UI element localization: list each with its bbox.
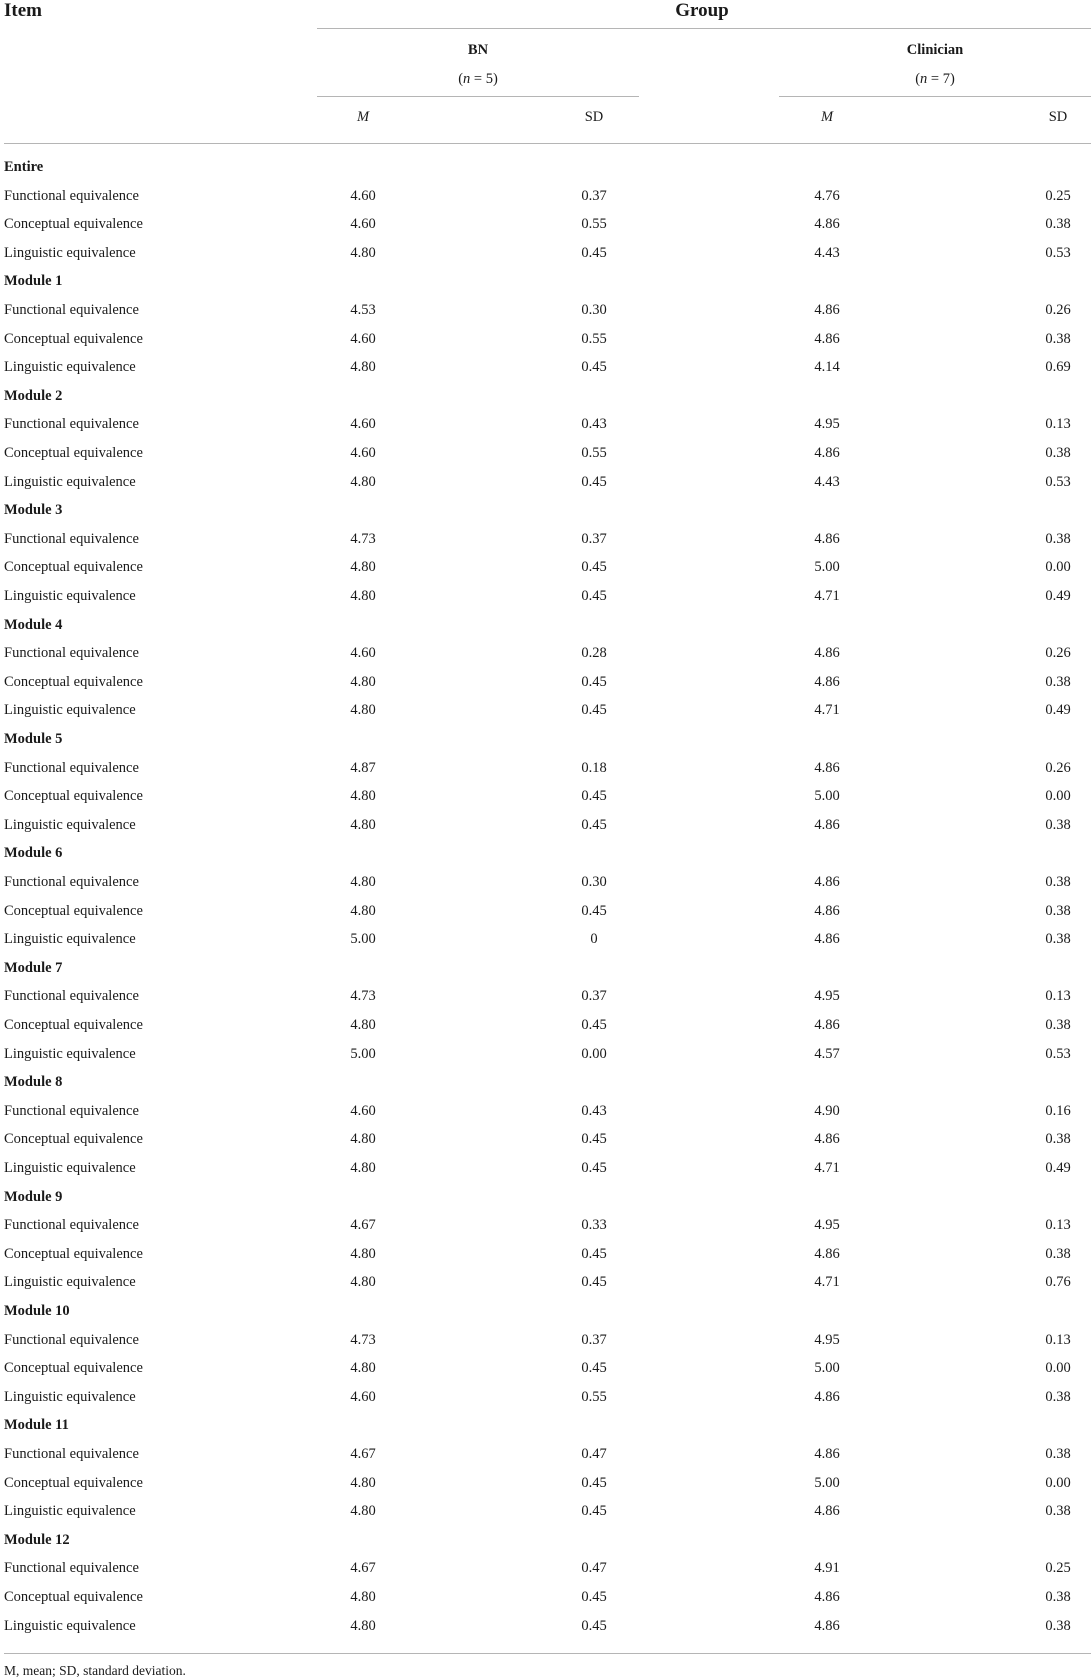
clinician-sd-cell: 0.26 <box>1045 759 1071 776</box>
bn-mean-cell: 4.80 <box>350 1589 376 1605</box>
item-label: Functional equivalence <box>4 1102 139 1119</box>
bn-sd-cell: 0.43 <box>581 1102 607 1119</box>
bn-mean-cell: 4.80 <box>350 359 376 376</box>
clinician-sd-cell: 0.38 <box>1045 1617 1071 1634</box>
bn-mean-cell: 4.73 <box>350 1331 376 1348</box>
clinician-sd-cell: 0.00 <box>1045 559 1071 576</box>
clinician-sd-cell: 0.26 <box>1045 302 1071 318</box>
table-row <box>0 1388 1091 1417</box>
bn-sd-cell: 0.45 <box>581 1274 607 1291</box>
clinician-sd-cell: 0.38 <box>1045 216 1071 233</box>
item-label: Linguistic equivalence <box>4 473 136 490</box>
table-row <box>0 530 1091 559</box>
bn-mean-cell: 4.80 <box>350 588 376 604</box>
item-column-header: Item <box>4 0 42 21</box>
bn-mean-cell: 4.80 <box>350 673 376 690</box>
clinician-sd-cell: 0.13 <box>1045 988 1071 1005</box>
bn-mean-cell: 4.73 <box>350 988 376 1005</box>
bn-sd-cell: 0.55 <box>581 1388 607 1405</box>
bn-mean-cell: 4.80 <box>350 1474 376 1491</box>
clinician-mean-cell: 4.86 <box>814 1617 840 1634</box>
table-row <box>0 1331 1091 1360</box>
item-label: Conceptual equivalence <box>4 902 143 919</box>
item-label: Linguistic equivalence <box>4 1045 136 1062</box>
table-row <box>0 816 1091 845</box>
clinician-mean-cell: 4.86 <box>814 902 840 919</box>
bn-sd-cell: 0.30 <box>581 874 607 890</box>
table-row <box>0 1359 1091 1388</box>
section-label: Module 6 <box>4 845 63 862</box>
bn-mean-cell: 4.80 <box>350 874 376 890</box>
bn-mean-cell: 4.67 <box>350 1217 376 1234</box>
bn-sd-cell: 0.55 <box>581 330 607 347</box>
group-column-header: Group <box>675 0 729 21</box>
bn-sd-cell: 0.47 <box>581 1560 607 1577</box>
bn-mean-cell: 4.60 <box>350 1102 376 1119</box>
table-row <box>0 444 1091 473</box>
bn-mean-cell: 4.80 <box>350 1503 376 1520</box>
bn-mean-cell: 4.60 <box>350 445 376 461</box>
bn-sd-cell: 0.45 <box>581 1589 607 1605</box>
clinician-mean-cell: 4.86 <box>814 1503 840 1520</box>
table-row <box>0 987 1091 1016</box>
section-label: Module 9 <box>4 1188 63 1205</box>
clinician-mean-cell: 4.71 <box>814 588 840 604</box>
clinician-mean-cell: 4.86 <box>814 816 840 833</box>
bn-sd-cell: 0.33 <box>581 1217 607 1234</box>
table-row <box>0 1273 1091 1302</box>
clinician-sd-cell: 0.38 <box>1045 902 1071 919</box>
table-row <box>0 215 1091 244</box>
section-row <box>0 1188 1091 1217</box>
clinician-sd-cell: 0.38 <box>1045 330 1071 347</box>
table-row <box>0 930 1091 959</box>
section-label: Module 7 <box>4 959 63 976</box>
clinician-sd-cell: 0.69 <box>1045 359 1071 376</box>
item-label: Linguistic equivalence <box>4 931 136 948</box>
item-label: Conceptual equivalence <box>4 788 143 805</box>
clinician-sd-cell: 0.49 <box>1045 588 1071 604</box>
table-row <box>0 644 1091 673</box>
clinician-mean-cell: 4.86 <box>814 1388 840 1405</box>
clinician-subheader-divider <box>779 96 1091 97</box>
item-label: Functional equivalence <box>4 416 139 433</box>
table-row <box>0 1617 1091 1646</box>
bn-mean-cell: 5.00 <box>350 931 376 948</box>
bn-sd-cell: 0.45 <box>581 673 607 690</box>
table-row <box>0 558 1091 587</box>
bn-mean-cell: 4.80 <box>350 559 376 576</box>
table-row <box>0 787 1091 816</box>
item-label: Linguistic equivalence <box>4 244 136 261</box>
table-row <box>0 587 1091 616</box>
bn-mean-cell: 4.67 <box>350 1446 376 1462</box>
clinician-mean-cell: 4.71 <box>814 1274 840 1291</box>
item-label: Conceptual equivalence <box>4 1131 143 1148</box>
item-label: Linguistic equivalence <box>4 702 136 719</box>
clinician-mean-cell: 4.86 <box>814 1131 840 1148</box>
clinician-mean-cell: 5.00 <box>814 559 840 576</box>
clinician-mean-cell: 4.71 <box>814 1160 840 1176</box>
table-row <box>0 1445 1091 1474</box>
section-row <box>0 844 1091 873</box>
table-row <box>0 759 1091 788</box>
clinician-mean-cell: 4.86 <box>814 330 840 347</box>
item-label: Functional equivalence <box>4 1446 139 1462</box>
bn-sd-cell: 0.43 <box>581 416 607 433</box>
bn-sd-cell: 0.37 <box>581 187 607 204</box>
table-row <box>0 1102 1091 1131</box>
bn-sd-cell: 0.45 <box>581 473 607 490</box>
bn-sd-header: SD <box>584 109 604 125</box>
bn-mean-cell: 4.80 <box>350 902 376 919</box>
item-label: Linguistic equivalence <box>4 1617 136 1634</box>
bn-sd-cell: 0.00 <box>581 1045 607 1062</box>
table-row <box>0 330 1091 359</box>
bn-sd-cell: 0.45 <box>581 702 607 719</box>
clinician-sd-cell: 0.53 <box>1045 473 1071 490</box>
table-row <box>0 673 1091 702</box>
clinician-sd-cell: 0.26 <box>1045 645 1071 662</box>
item-label: Functional equivalence <box>4 874 139 890</box>
table-row <box>0 301 1091 330</box>
item-label: Functional equivalence <box>4 988 139 1005</box>
clinician-mean-cell: 4.86 <box>814 874 840 890</box>
item-label: Linguistic equivalence <box>4 359 136 376</box>
group-divider <box>317 28 1091 29</box>
bn-mean-cell: 4.60 <box>350 645 376 662</box>
section-row <box>0 1302 1091 1331</box>
table-row <box>0 473 1091 502</box>
section-label: Module 12 <box>4 1531 70 1548</box>
section-label: Module 1 <box>4 273 63 290</box>
bn-mean-cell: 4.87 <box>350 759 376 776</box>
bn-sd-cell: 0.45 <box>581 788 607 805</box>
bn-sd-cell: 0.18 <box>581 759 607 776</box>
clinician-mean-cell: 4.90 <box>814 1102 840 1119</box>
section-label: Module 2 <box>4 387 63 404</box>
item-label: Conceptual equivalence <box>4 1474 143 1491</box>
item-label: Conceptual equivalence <box>4 1360 143 1377</box>
bn-sd-cell: 0.37 <box>581 530 607 547</box>
clinician-sd-cell: 0.53 <box>1045 244 1071 261</box>
table-row <box>0 1502 1091 1531</box>
clinician-sd-cell: 0.38 <box>1045 1446 1071 1462</box>
item-label: Conceptual equivalence <box>4 559 143 576</box>
section-row <box>0 730 1091 759</box>
clinician-sd-cell: 0.38 <box>1045 445 1071 461</box>
bn-mean-cell: 4.67 <box>350 1560 376 1577</box>
bn-mean-cell: 5.00 <box>350 1045 376 1062</box>
header-bottom-rule <box>4 143 1091 144</box>
clinician-sd-cell: 0.38 <box>1045 1503 1071 1520</box>
table-row <box>0 1216 1091 1245</box>
item-label: Functional equivalence <box>4 759 139 776</box>
section-label: Module 10 <box>4 1303 70 1319</box>
clinician-mean-cell: 4.86 <box>814 1017 840 1033</box>
bn-mean-cell: 4.80 <box>350 1160 376 1176</box>
section-label: Module 11 <box>4 1417 69 1434</box>
clinician-sd-cell: 0.38 <box>1045 874 1071 890</box>
item-label: Functional equivalence <box>4 302 139 318</box>
item-label: Conceptual equivalence <box>4 1589 143 1605</box>
item-label: Functional equivalence <box>4 1217 139 1234</box>
item-label: Functional equivalence <box>4 1331 139 1348</box>
clinician-mean-cell: 4.95 <box>814 416 840 433</box>
clinician-sd-cell: 0.38 <box>1045 673 1071 690</box>
section-label: Module 5 <box>4 731 63 747</box>
clinician-mean-cell: 4.95 <box>814 1217 840 1234</box>
bn-mean-cell: 4.60 <box>350 216 376 233</box>
table-row <box>0 1159 1091 1188</box>
section-row <box>0 387 1091 416</box>
clinician-sd-cell: 0.38 <box>1045 1245 1071 1262</box>
clinician-mean-cell: 4.86 <box>814 302 840 318</box>
bn-mean-cell: 4.80 <box>350 1131 376 1148</box>
clinician-sd-cell: 0.38 <box>1045 816 1071 833</box>
bn-sd-cell: 0.55 <box>581 216 607 233</box>
clinician-mean-cell: 4.86 <box>814 759 840 776</box>
item-label: Conceptual equivalence <box>4 445 143 461</box>
bn-sd-cell: 0.45 <box>581 1017 607 1033</box>
section-row <box>0 616 1091 645</box>
table-row <box>0 187 1091 216</box>
bn-sd-cell: 0.45 <box>581 1360 607 1377</box>
clinician-sd-cell: 0.13 <box>1045 1331 1071 1348</box>
bn-mean-cell: 4.80 <box>350 1017 376 1033</box>
clinician-sd-cell: 0.38 <box>1045 931 1071 948</box>
clinician-mean-cell: 5.00 <box>814 788 840 805</box>
group-clinician-name: Clinician <box>906 42 964 58</box>
bn-mean-cell: 4.73 <box>350 530 376 547</box>
clinician-sd-cell: 0.00 <box>1045 788 1071 805</box>
table-row <box>0 1474 1091 1503</box>
group-bn-n: (n = 5) <box>458 71 498 87</box>
clinician-sd-cell: 0.13 <box>1045 1217 1071 1234</box>
table-row <box>0 415 1091 444</box>
clinician-sd-cell: 0.76 <box>1045 1274 1071 1291</box>
item-label: Linguistic equivalence <box>4 816 136 833</box>
bn-subheader-divider <box>317 96 639 97</box>
bn-sd-cell: 0.47 <box>581 1446 607 1462</box>
bn-sd-cell: 0.45 <box>581 1617 607 1634</box>
table-row <box>0 1559 1091 1588</box>
clinician-sd-cell: 0.49 <box>1045 702 1071 719</box>
bn-mean-cell: 4.60 <box>350 416 376 433</box>
table-footnote: M, mean; SD, standard deviation. <box>4 1663 186 1678</box>
bn-sd-cell: 0 <box>590 931 598 948</box>
clinician-mean-cell: 4.86 <box>814 530 840 547</box>
clinician-mean-header: M <box>820 109 834 125</box>
clinician-mean-cell: 4.14 <box>814 359 840 376</box>
bn-mean-cell: 4.53 <box>350 302 376 318</box>
clinician-sd-header: SD <box>1048 109 1068 125</box>
item-label: Linguistic equivalence <box>4 588 136 604</box>
clinician-sd-cell: 0.00 <box>1045 1474 1071 1491</box>
clinician-mean-cell: 4.43 <box>814 244 840 261</box>
section-row <box>0 501 1091 530</box>
clinician-mean-cell: 4.95 <box>814 988 840 1005</box>
bn-mean-cell: 4.80 <box>350 816 376 833</box>
bn-sd-cell: 0.45 <box>581 359 607 376</box>
bn-mean-cell: 4.80 <box>350 1245 376 1262</box>
item-label: Functional equivalence <box>4 1560 139 1577</box>
table-row <box>0 701 1091 730</box>
group-clinician-n: (n = 7) <box>915 71 955 87</box>
clinician-sd-cell: 0.53 <box>1045 1045 1071 1062</box>
clinician-sd-cell: 0.38 <box>1045 1388 1071 1405</box>
item-label: Functional equivalence <box>4 187 139 204</box>
bn-mean-cell: 4.60 <box>350 330 376 347</box>
bn-sd-cell: 0.45 <box>581 1503 607 1520</box>
bn-sd-cell: 0.45 <box>581 559 607 576</box>
clinician-mean-cell: 4.43 <box>814 473 840 490</box>
bn-sd-cell: 0.45 <box>581 816 607 833</box>
bn-mean-cell: 4.80 <box>350 1617 376 1634</box>
item-label: Conceptual equivalence <box>4 1245 143 1262</box>
clinician-mean-cell: 4.86 <box>814 1245 840 1262</box>
clinician-mean-cell: 4.57 <box>814 1045 840 1062</box>
item-label: Linguistic equivalence <box>4 1160 136 1176</box>
clinician-sd-cell: 0.38 <box>1045 1017 1071 1033</box>
table-row <box>0 1245 1091 1274</box>
bn-sd-cell: 0.30 <box>581 302 607 318</box>
item-label: Conceptual equivalence <box>4 673 143 690</box>
bn-mean-cell: 4.80 <box>350 244 376 261</box>
bn-sd-cell: 0.45 <box>581 244 607 261</box>
section-row <box>0 158 1091 187</box>
table-row <box>0 1045 1091 1074</box>
clinician-sd-cell: 0.38 <box>1045 1131 1071 1148</box>
clinician-mean-cell: 4.86 <box>814 216 840 233</box>
bn-sd-cell: 0.55 <box>581 445 607 461</box>
bn-mean-cell: 4.80 <box>350 1360 376 1377</box>
item-label: Conceptual equivalence <box>4 1017 143 1033</box>
clinician-sd-cell: 0.38 <box>1045 530 1071 547</box>
item-label: Linguistic equivalence <box>4 1388 136 1405</box>
bn-sd-cell: 0.45 <box>581 902 607 919</box>
table-row <box>0 1130 1091 1159</box>
section-row <box>0 1073 1091 1102</box>
bn-sd-cell: 0.45 <box>581 1245 607 1262</box>
item-label: Linguistic equivalence <box>4 1274 136 1291</box>
clinician-mean-cell: 4.86 <box>814 1446 840 1462</box>
item-label: Linguistic equivalence <box>4 1503 136 1520</box>
item-label: Functional equivalence <box>4 530 139 547</box>
table-bottom-rule <box>4 1653 1091 1654</box>
section-row <box>0 959 1091 988</box>
bn-sd-cell: 0.37 <box>581 988 607 1005</box>
bn-mean-cell: 4.60 <box>350 187 376 204</box>
table-row <box>0 1016 1091 1045</box>
item-label: Functional equivalence <box>4 645 139 662</box>
clinician-mean-cell: 4.71 <box>814 702 840 719</box>
bn-mean-cell: 4.80 <box>350 473 376 490</box>
bn-sd-cell: 0.45 <box>581 1160 607 1176</box>
bn-sd-cell: 0.28 <box>581 645 607 662</box>
section-row <box>0 272 1091 301</box>
clinician-sd-cell: 0.00 <box>1045 1360 1071 1377</box>
bn-mean-cell: 4.60 <box>350 1388 376 1405</box>
group-bn-name: BN <box>467 42 489 58</box>
section-row <box>0 1531 1091 1560</box>
section-label: Module 8 <box>4 1074 63 1091</box>
bn-sd-cell: 0.45 <box>581 588 607 604</box>
clinician-mean-cell: 4.86 <box>814 645 840 662</box>
clinician-mean-cell: 4.86 <box>814 1589 840 1605</box>
table-row <box>0 902 1091 931</box>
table-row <box>0 244 1091 273</box>
clinician-sd-cell: 0.13 <box>1045 416 1071 433</box>
bn-mean-cell: 4.80 <box>350 1274 376 1291</box>
table-row <box>0 1588 1091 1617</box>
table-row <box>0 358 1091 387</box>
bn-mean-cell: 4.80 <box>350 702 376 719</box>
section-label: Entire <box>4 159 44 175</box>
table-row <box>0 873 1091 902</box>
clinician-mean-cell: 4.76 <box>814 187 840 204</box>
clinician-sd-cell: 0.25 <box>1045 1560 1071 1577</box>
clinician-sd-cell: 0.38 <box>1045 1589 1071 1605</box>
clinician-mean-cell: 4.91 <box>814 1560 840 1577</box>
clinician-mean-cell: 5.00 <box>814 1474 840 1491</box>
clinician-mean-cell: 4.86 <box>814 931 840 948</box>
clinician-sd-cell: 0.25 <box>1045 187 1071 204</box>
clinician-sd-cell: 0.49 <box>1045 1160 1071 1176</box>
clinician-sd-cell: 0.16 <box>1045 1102 1071 1119</box>
section-label: Module 3 <box>4 502 63 519</box>
clinician-mean-cell: 5.00 <box>814 1360 840 1377</box>
item-label: Conceptual equivalence <box>4 216 143 233</box>
section-row <box>0 1416 1091 1445</box>
section-label: Module 4 <box>4 616 63 633</box>
bn-sd-cell: 0.45 <box>581 1131 607 1148</box>
bn-sd-cell: 0.45 <box>581 1474 607 1491</box>
bn-sd-cell: 0.37 <box>581 1331 607 1348</box>
clinician-mean-cell: 4.86 <box>814 673 840 690</box>
item-label: Conceptual equivalence <box>4 330 143 347</box>
clinician-mean-cell: 4.86 <box>814 445 840 461</box>
bn-mean-cell: 4.80 <box>350 788 376 805</box>
clinician-mean-cell: 4.95 <box>814 1331 840 1348</box>
bn-mean-header: M <box>356 109 370 125</box>
